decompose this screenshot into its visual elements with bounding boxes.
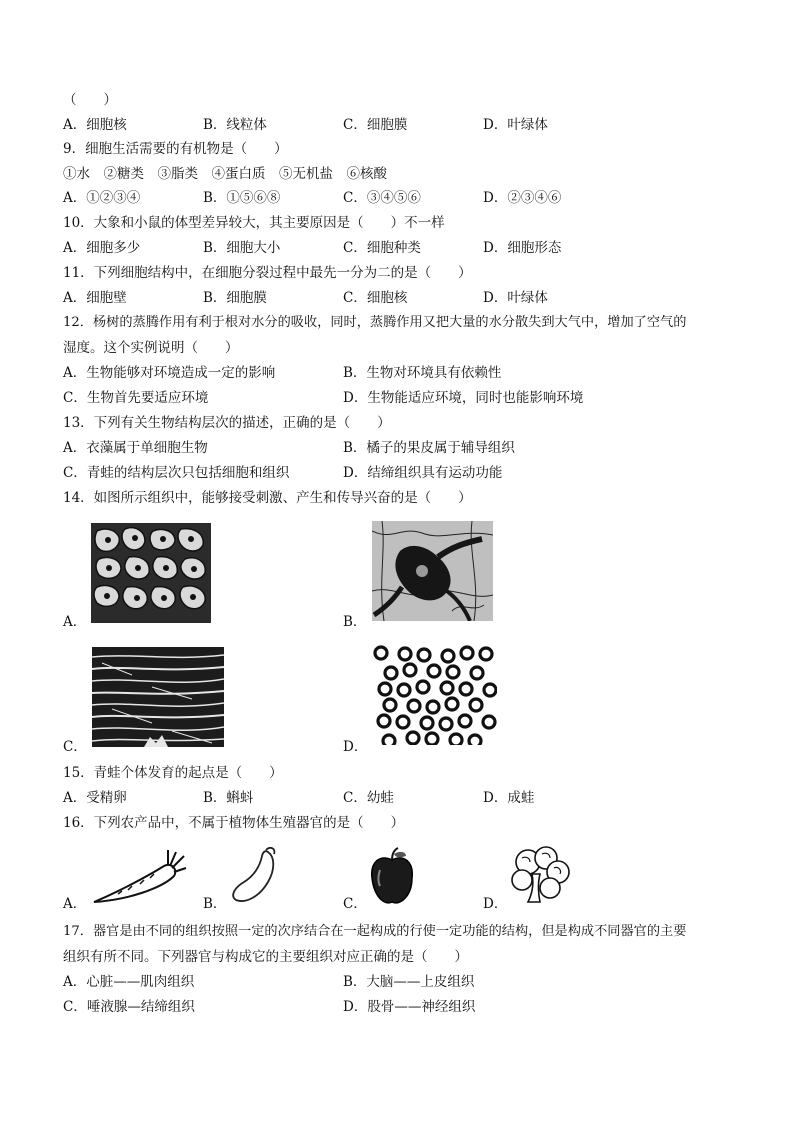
q13-option-c[interactable]: C．青蛙的结构层次只包括细胞和组织 [63,465,290,481]
red-blood-cell [427,701,439,713]
red-blood-cell [379,683,391,695]
q14-label-c[interactable]: C． [63,739,87,755]
q15-option-c[interactable]: C．幼蛙 [343,790,394,806]
q16-stem: 16．下列农产品中，不属于植物体生殖器官的是（ ） [63,815,405,831]
q16-label-a[interactable]: A． [63,896,87,912]
red-blood-cell [417,681,429,693]
red-blood-cell [469,735,481,745]
q9-stem: 9．细胞生活需要的有机物是（ ） [63,141,288,157]
red-blood-cell [384,699,396,711]
q16-label-c[interactable]: C． [343,896,367,912]
red-blood-cell [408,700,420,712]
q14-image-nerve-tissue[interactable] [372,521,493,621]
q13-option-b[interactable]: B．橘子的果皮属于辅导组织 [343,440,515,456]
q16-label-b[interactable]: B． [203,896,227,912]
q16-carrot-image[interactable] [88,846,188,908]
q11-option-b[interactable]: B．细胞膜 [203,290,267,306]
q14-label-b[interactable]: B． [343,614,367,630]
red-blood-cell [442,650,454,662]
red-blood-cell [459,715,471,727]
q10-option-a[interactable]: A．细胞多少 [63,240,141,256]
red-blood-cell [399,648,411,660]
red-blood-cell [446,698,458,710]
q13-option-a[interactable]: A．衣藻属于单细胞生物 [63,440,208,456]
q14-label-a[interactable]: A． [63,614,87,630]
q12-stem-line2: 湿度。这个实例说明（ ） [63,340,239,356]
q8-option-a[interactable]: A．细胞核 [63,117,127,133]
q17-option-a[interactable]: A．心脏——肌肉组织 [63,974,195,990]
q12-option-c[interactable]: C．生物首先要适应环境 [63,390,209,406]
red-blood-cell [397,716,409,728]
q14-image-epithelial-tissue[interactable] [91,523,211,623]
q17-stem-line1: 17．器官是由不同的组织按照一定的次序结合在一起构成的行使一定功能的结构，但是构成不同器官的主要 [63,924,687,939]
q10-stem: 10．大象和小鼠的体型差异较大，其主要原因是（ ）不一样 [63,215,445,231]
red-blood-cell [461,647,473,659]
red-blood-cell [447,666,459,678]
red-blood-cell [484,684,496,696]
red-blood-cell [450,734,462,745]
red-blood-cell [383,735,395,745]
q11-option-a[interactable]: A．细胞壁 [63,290,127,306]
q17-option-b[interactable]: B．大脑——上皮组织 [343,974,475,990]
q8-option-c[interactable]: C．细胞膜 [343,117,408,133]
q16-eggplant-image[interactable] [228,846,284,908]
red-blood-cell [385,667,397,679]
q14-image-muscle-tissue[interactable] [92,647,224,747]
q16-apple-image[interactable] [368,846,416,908]
red-blood-cell [421,717,433,729]
q13-stem: 13．下列有关生物结构层次的描述，正确的是（ ） [63,415,391,431]
red-blood-cell [407,732,419,744]
red-blood-cell [378,715,390,727]
q17-stem-line2: 组织有所不同。下列器官与构成它的主要组织对应正确的是（ ） [63,949,468,965]
red-blood-cell [470,699,482,711]
q11-option-c[interactable]: C．细胞核 [343,290,408,306]
red-blood-cell [428,665,440,677]
q11-option-d[interactable]: D．叶绿体 [483,290,548,306]
red-blood-cell [441,682,453,694]
q9-items: ①水 ②糖类 ③脂类 ④蛋白质 ⑤无机盐 ⑥核酸 [63,166,387,182]
q10-option-d[interactable]: D．细胞形态 [483,240,562,256]
q15-option-d[interactable]: D．成蛙 [483,790,535,806]
red-blood-cell [418,649,430,661]
red-blood-cell [460,683,472,695]
q9-option-d[interactable]: D．②③④⑥ [483,190,562,206]
red-blood-cell [480,648,492,660]
red-blood-cell [426,733,438,745]
q17-option-c[interactable]: C．唾液腺—结缔组织 [63,999,195,1015]
q13-option-d[interactable]: D．结缔组织具有运动功能 [343,465,503,481]
red-blood-cell [471,667,483,679]
q11-stem: 11．下列细胞结构中，在细胞分裂过程中最先一分为二的是（ ） [63,265,472,281]
q14-label-d[interactable]: D． [343,739,368,755]
red-blood-cell [483,716,495,728]
q15-option-a[interactable]: A．受精卵 [63,790,127,806]
red-blood-cell [440,718,452,730]
q16-cauliflower-image[interactable] [508,844,572,906]
red-blood-cell [375,647,387,659]
q12-option-d[interactable]: D．生物能适应环境，同时也能影响环境 [343,390,584,406]
q15-stem: 15．青蛙个体发育的起点是（ ） [63,765,283,781]
red-blood-cell [404,664,416,676]
q12-option-a[interactable]: A．生物能够对环境造成一定的影响 [63,365,276,381]
q16-label-d[interactable]: D． [483,896,508,912]
q9-option-a[interactable]: A．①②③④ [63,190,141,206]
q17-option-d[interactable]: D．股骨——神经组织 [343,999,476,1015]
q8-option-d[interactable]: D．叶绿体 [483,117,548,133]
q8-option-b[interactable]: B．线粒体 [203,117,267,133]
q10-option-c[interactable]: C．细胞种类 [343,240,421,256]
q14-image-blood-tissue[interactable] [373,645,497,745]
q14-stem: 14．如图所示组织中，能够接受刺激、产生和传导兴奋的是（ ） [63,490,472,506]
q9-option-c[interactable]: C．③④⑤⑥ [343,190,421,206]
q8-stem-tail: （ ） [63,92,117,108]
q12-stem-line1: 12．杨树的蒸腾作用有利于根对水分的吸收，同时，蒸腾作用又把大量的水分散失到大气中，增加了空气的 [63,315,687,330]
q15-option-b[interactable]: B．蝌蚪 [203,790,254,806]
q10-option-b[interactable]: B．细胞大小 [203,240,281,256]
q9-option-b[interactable]: B．①⑤⑥⑧ [203,190,281,206]
red-blood-cell [398,684,410,696]
q12-option-b[interactable]: B．生物对环境具有依赖性 [343,365,502,381]
